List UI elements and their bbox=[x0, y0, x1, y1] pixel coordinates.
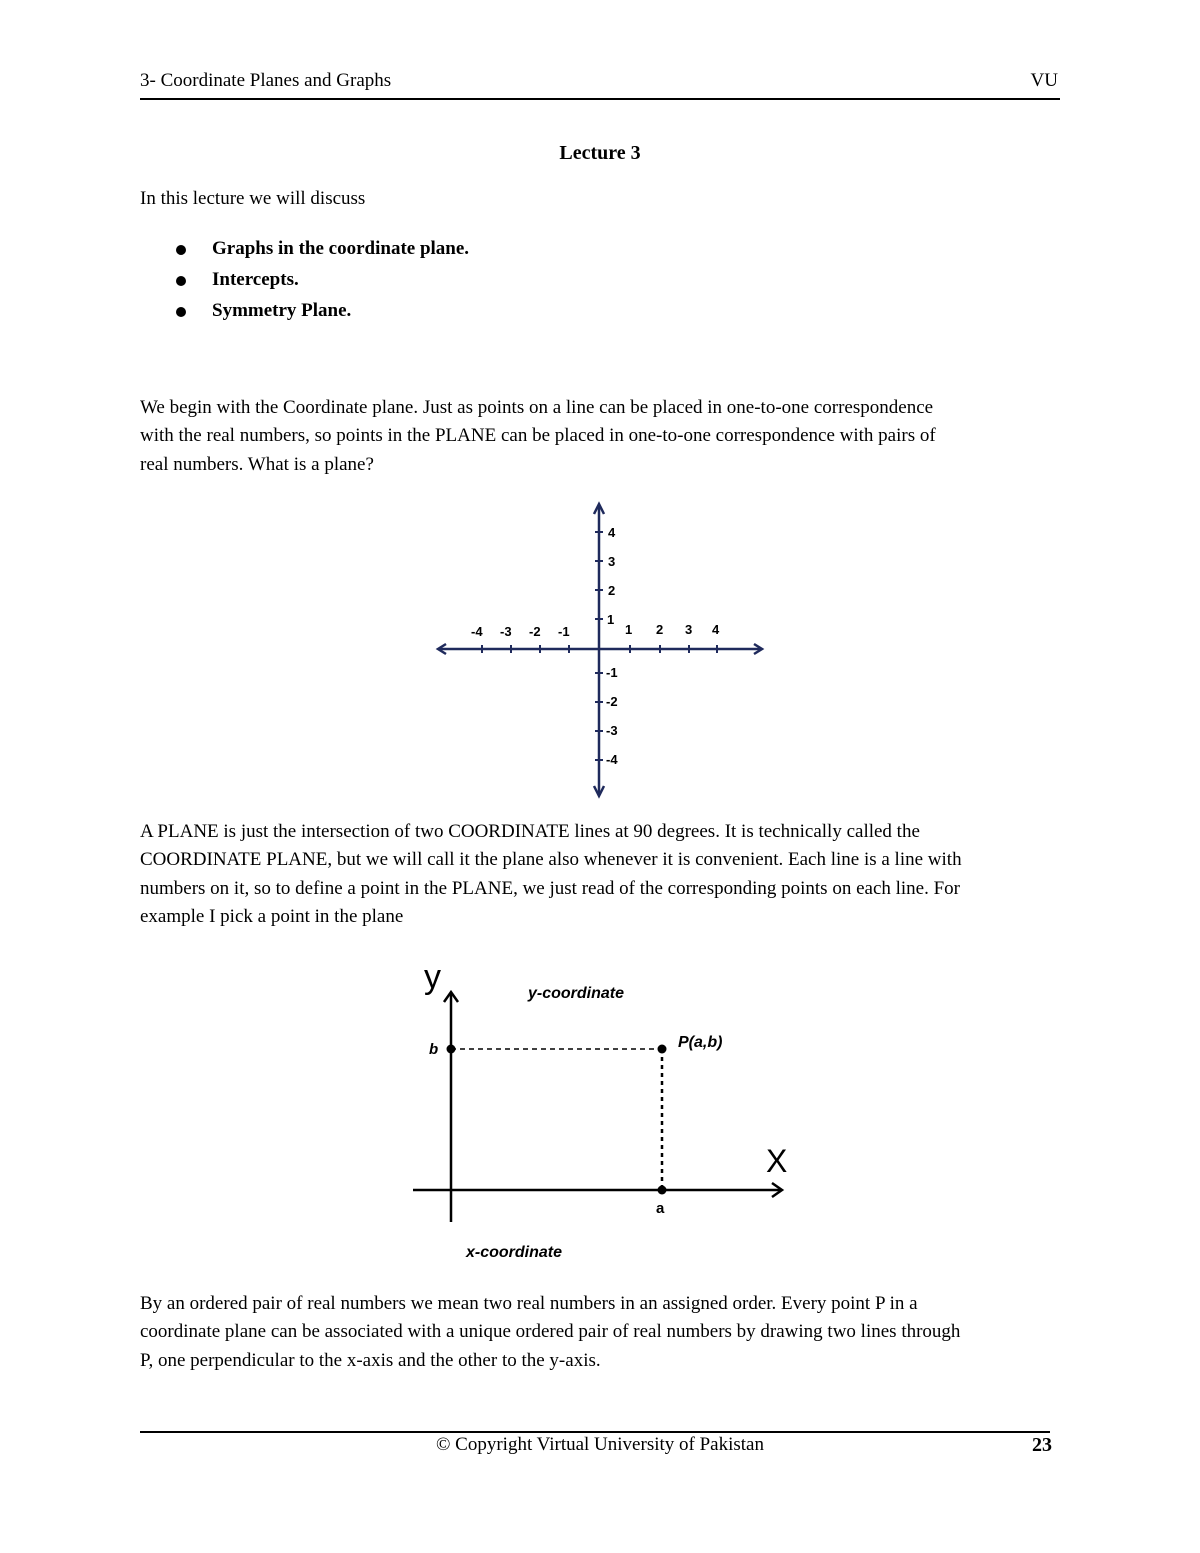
point-a bbox=[658, 1186, 667, 1195]
page-header bbox=[140, 70, 1060, 100]
x-tick-label: -2 bbox=[529, 624, 541, 639]
y-tick-label: -3 bbox=[606, 723, 618, 738]
x-coordinate-label: x-coordinate bbox=[466, 1244, 563, 1261]
x-tick-label: 2 bbox=[656, 622, 664, 637]
paragraph-plane-definition: A PLANE is just the intersection of two COORDINATE lines at 90 degrees. It is technically called the COORDINATE PLANE, but we will call it the plane also whenever it is convenient. Each line is a line with numbers on it, so to define a point in the PLANE, we just read of the corresponding points on each line. For example I pick a point in the plane bbox=[140, 821, 962, 927]
bullet-icon bbox=[176, 307, 186, 317]
paragraph-ordered-pair: By an ordered pair of real numbers we mean two real numbers in an assigned order. Every point P in a coordinate plane can be associated with a unique ordered pair of real numbers by drawing two lines through P, one perpendicular to the x-axis and the other to the y-axis. bbox=[140, 1293, 961, 1371]
y-tick-label: 2 bbox=[608, 583, 616, 598]
bullet-icon bbox=[176, 245, 186, 255]
coordinate-axes-figure bbox=[420, 494, 770, 804]
point-a-label: a bbox=[656, 1200, 665, 1217]
x-tick-label: -3 bbox=[500, 624, 512, 639]
y-tick-label: -4 bbox=[606, 752, 618, 767]
topic-list bbox=[140, 238, 469, 331]
lecture-title: Lecture 3 bbox=[559, 142, 641, 164]
page-number: 23 bbox=[1032, 1434, 1052, 1456]
list-item: Intercepts. bbox=[140, 269, 469, 300]
y-tick-label: 1 bbox=[607, 612, 615, 627]
header-mark: VU bbox=[1030, 70, 1058, 91]
y-tick-label: 4 bbox=[608, 525, 616, 540]
y-coordinate-label: y-coordinate bbox=[528, 985, 625, 1002]
x-axis-label: X bbox=[766, 1143, 788, 1179]
y-tick-label: -2 bbox=[606, 694, 618, 709]
point-b bbox=[447, 1045, 456, 1054]
y-axis-label: y bbox=[424, 958, 441, 996]
footer-divider bbox=[140, 1431, 1050, 1433]
x-tick-label: 4 bbox=[712, 622, 720, 637]
header-title: 3- Coordinate Planes and Graphs bbox=[140, 70, 392, 91]
y-tick-label: -1 bbox=[606, 665, 618, 680]
ordered-pair-figure bbox=[400, 950, 800, 1270]
list-item: Symmetry Plane. bbox=[140, 300, 469, 331]
y-tick-label: 3 bbox=[608, 554, 616, 569]
x-tick-label: 1 bbox=[625, 622, 633, 637]
list-item: Graphs in the coordinate plane. bbox=[140, 238, 469, 269]
paragraph-intro-plane: We begin with the Coordinate plane. Just as points on a line can be placed in one-to-one correspondence with the real numbers, so points in the PLANE can be placed in one-to-one correspondence with pairs of real numbers. What is a plane? bbox=[140, 397, 936, 475]
intro-text: In this lecture we will discuss bbox=[140, 188, 366, 209]
point-p-label: P(a,b) bbox=[678, 1034, 723, 1051]
x-tick-label: -1 bbox=[558, 624, 570, 639]
point-p bbox=[658, 1045, 667, 1054]
footer-copyright: © Copyright Virtual University of Pakistan bbox=[435, 1434, 764, 1455]
x-tick-label: 3 bbox=[685, 622, 693, 637]
x-tick-label: -4 bbox=[471, 624, 483, 639]
point-b-label: b bbox=[429, 1041, 439, 1058]
bullet-icon bbox=[176, 276, 186, 286]
